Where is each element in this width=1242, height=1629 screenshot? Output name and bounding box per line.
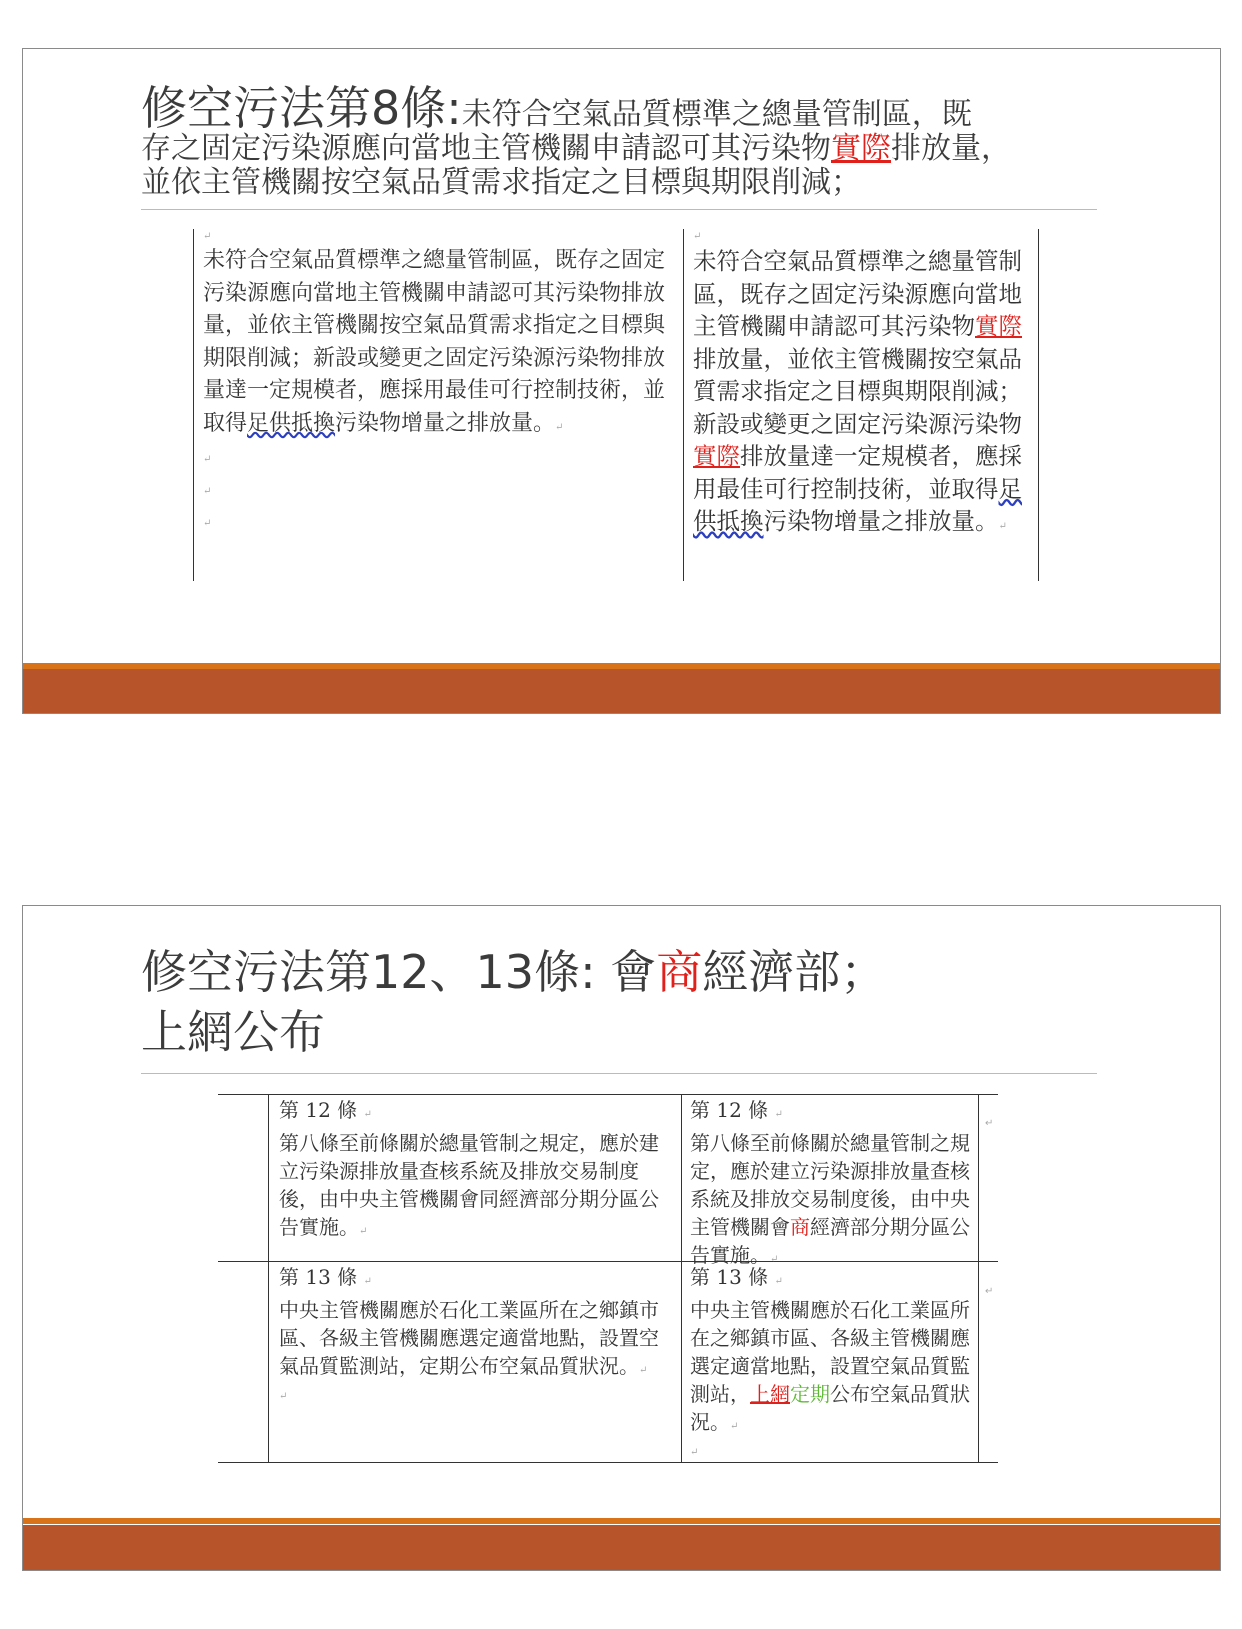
article-13-original: 中央主管機關應於石化工業區所在之鄉鎮市區、各級主管機關應選定適當地點，設置空氣品質監測站，定期公布空氣品質狀況。	[279, 1298, 659, 1378]
paragraph-mark: ↵	[693, 231, 702, 242]
row2-original-cell	[279, 1263, 677, 1409]
article-13-amended-end: 公布空氣品質狀況。	[690, 1382, 970, 1434]
article-13-highlight-green: 定期	[790, 1382, 830, 1406]
table-top-border	[218, 1094, 998, 1095]
paragraph-mark: ↵	[690, 1447, 699, 1458]
paragraph-mark: ↵	[774, 1276, 783, 1287]
title-line2: 上網公布	[141, 1005, 325, 1059]
right-text-2: 排放量，並依主管機關按空氣品質需求指定之目標與期限削減；新設或變更之固定污染源污染物	[693, 344, 1022, 438]
right-highlight-1: 實際	[975, 312, 1022, 340]
paragraph-mark: ↵	[555, 421, 564, 433]
title-text-end: 經濟部；	[702, 945, 887, 999]
article-12-heading: 第 12 條	[279, 1098, 358, 1122]
table-border-right	[1038, 229, 1039, 581]
right-text-3: 排放量達一定規模者，應採用最佳可行控制技術，並取得	[693, 442, 1022, 503]
table-border-middle	[683, 229, 684, 581]
paragraph-mark: ↵	[770, 1254, 779, 1265]
article-13-heading: 第 13 條	[690, 1265, 769, 1289]
cell-end-mark: ↵	[985, 1286, 994, 1297]
slide-1	[22, 48, 1221, 714]
table-col-divider-1	[268, 1094, 269, 1462]
article-12-heading: 第 12 條	[690, 1098, 769, 1122]
paragraph-mark: ↵	[279, 1391, 288, 1402]
title-highlight: 實際	[831, 131, 891, 166]
article-12-amended: 第八條至前條關於總量管制之規定，應於建立污染源排放量查核系統及排放交易制度後，由中央主管機關會	[690, 1131, 970, 1239]
title-line2: 存之固定污染源應向當地主管機關申請認可其污染物	[141, 131, 831, 166]
table-col-divider-3	[978, 1094, 979, 1462]
title-highlight: 商	[656, 945, 703, 999]
left-text-underlined: 足供抵換	[247, 410, 336, 436]
article-12-highlight: 商	[790, 1215, 810, 1239]
footer-accent-line	[23, 1518, 1220, 1524]
cell-end-mark: ↵	[985, 1118, 994, 1129]
right-text-end: 污染物增量之排放量。	[763, 507, 999, 535]
article-13-amended: 中央主管機關應於石化工業區所在之鄉鎮市區、各級主管機關應選定適當地點，設置空氣品質監測站，	[690, 1298, 970, 1406]
title-line2-end: 排放量，	[891, 131, 1011, 166]
slide-1-title	[141, 81, 1160, 200]
title-rule	[141, 209, 1097, 210]
paragraph-mark: ↵	[359, 1226, 368, 1237]
right-highlight-2: 實際	[693, 442, 740, 470]
footer-bar	[23, 1525, 1220, 1571]
original-text-column	[203, 229, 678, 540]
paragraph-mark: ↵	[203, 231, 212, 242]
paragraph-mark: ↵	[203, 454, 212, 465]
article-13-heading: 第 13 條	[279, 1265, 358, 1289]
table-col-divider-2	[681, 1094, 682, 1462]
row2-amended-cell	[690, 1263, 972, 1465]
slide-2	[22, 905, 1221, 1571]
title-text: 修空污法第12、13條: 會	[141, 945, 657, 999]
paragraph-mark: ↵	[203, 486, 212, 497]
article-12-amended-end: 經濟部分期分區公告實施。	[690, 1215, 970, 1267]
paragraph-mark: ↵	[639, 1365, 648, 1376]
article-13-highlight-red: 上網	[750, 1382, 790, 1406]
right-text: 未符合空氣品質標準之總量管制區，既存之固定污染源應向當地主管機關申請認可其污染物	[693, 247, 1022, 340]
title-main: 修空污法第8條:	[141, 81, 462, 135]
left-text: 未符合空氣品質標準之總量管制區，既存之固定污染源應向當地主管機關申請認可其污染物排放量，並依主管機關按空氣品質需求指定之目標與期限削減；新設或變更之固定污染源污染物排放量達一定規模者，應採用最佳可行控制技術，並取得	[203, 248, 666, 436]
right-text-underlined: 足供抵換	[693, 474, 1022, 535]
paragraph-mark: ↵	[730, 1421, 739, 1432]
row1-original-cell	[279, 1096, 677, 1246]
title-line3: 並依主管機關按空氣品質需求指定之目標與期限削減；	[141, 165, 861, 200]
paragraph-mark: ↵	[774, 1109, 783, 1120]
amended-text-column	[693, 229, 1023, 544]
paragraph-mark: ↵	[363, 1276, 372, 1287]
slide-2-title	[141, 942, 1160, 1062]
paragraph-mark: ↵	[203, 518, 212, 529]
title-rest: 未符合空氣品質標準之總量管制區，既	[461, 97, 972, 132]
footer-bar	[23, 669, 1220, 714]
paragraph-mark: ↵	[998, 521, 1007, 532]
title-rule	[141, 1073, 1097, 1074]
table-border-left	[193, 229, 194, 581]
row1-amended-cell	[690, 1096, 972, 1274]
left-text-end: 污染物增量之排放量。	[335, 410, 556, 436]
paragraph-mark: ↵	[363, 1109, 372, 1120]
article-12-original: 第八條至前條關於總量管制之規定，應於建立污染源排放量查核系統及排放交易制度後，由中央主管機關會同經濟部分期分區公告實施。	[279, 1131, 659, 1239]
